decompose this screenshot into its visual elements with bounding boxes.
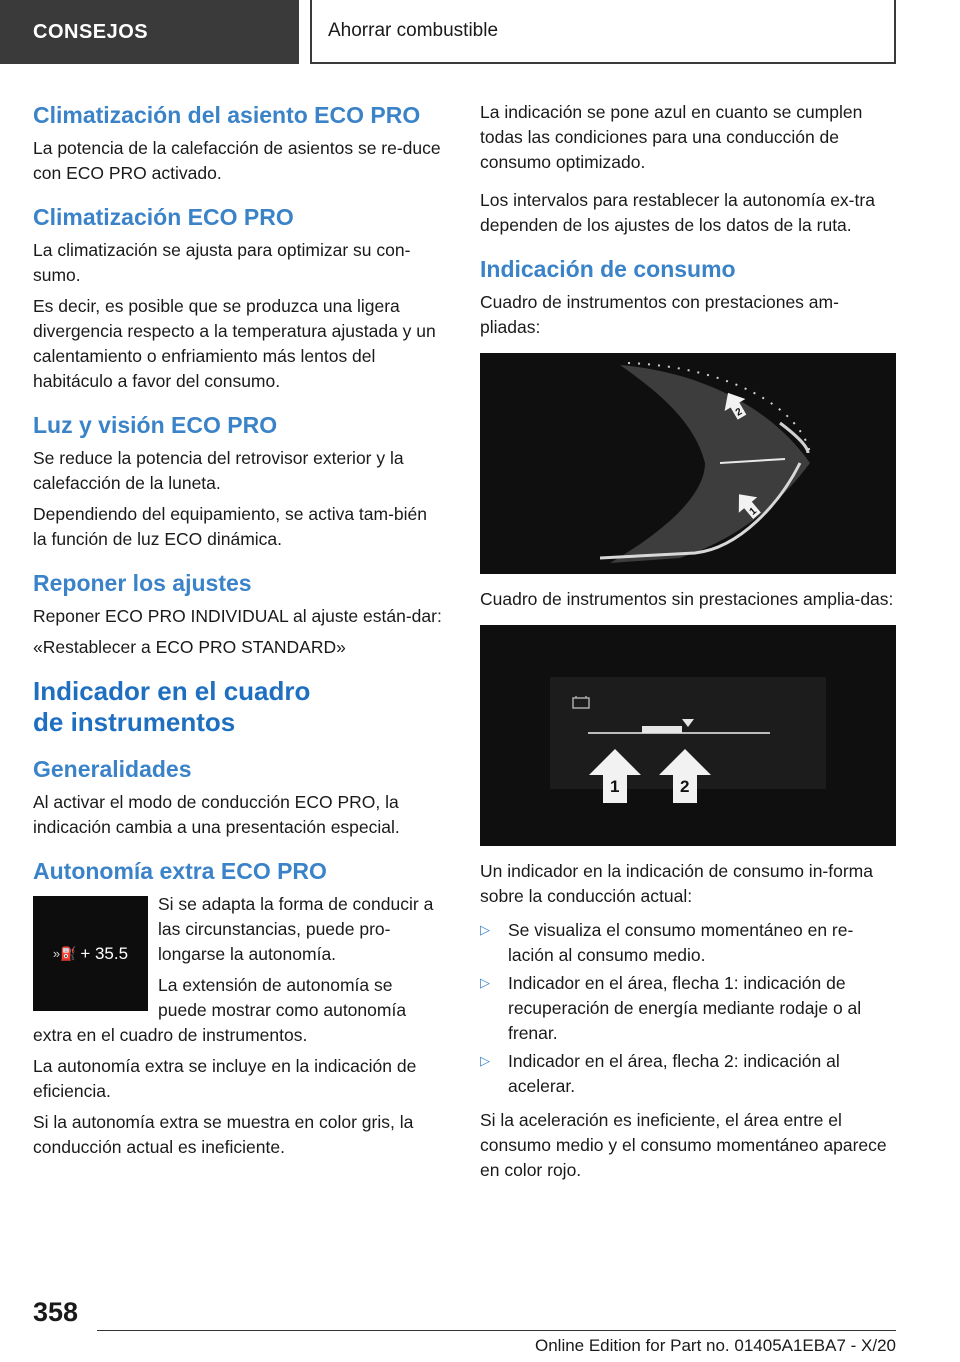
paragraph: La autonomía extra se incluye en la indicación de eficiencia. <box>33 1056 417 1101</box>
bullet-triangle-icon: ▷ <box>480 922 490 937</box>
page-title: Ahorrar combustible <box>328 20 499 41</box>
extra-range-value: + 35.5 <box>80 943 129 963</box>
list-item-text: Se visualiza el consumo momentáneo en re-lación al consumo medio. <box>508 920 854 965</box>
paragraph: Cuadro de instrumentos sin prestaciones amplia-das: <box>480 589 894 609</box>
heading-line: Indicador en el cuadro <box>33 676 311 706</box>
paragraph: Cuadro de instrumentos con prestaciones am-pliadas: <box>480 292 839 337</box>
left-column <box>33 100 443 1160</box>
figure-label: 2 <box>680 777 690 796</box>
paragraph: Al activar el modo de conducción ECO PRO, la indicación cambia a una presentación especial. <box>33 792 400 837</box>
paragraph: La potencia de la calefacción de asientos se re-duce con ECO PRO activado. <box>33 138 441 183</box>
paragraph: Dependiendo del equipamiento, se activa tam-bién la función de luz ECO dinámica. <box>33 504 428 549</box>
figure-label: 2 <box>733 406 745 419</box>
figure-label: 1 <box>610 777 620 796</box>
list-item <box>480 971 896 1046</box>
paragraph: «Restablecer a ECO PRO STANDARD» <box>33 637 346 657</box>
extra-range-block <box>33 892 443 1160</box>
list-item-text: Indicador en el área, flecha 1: indicación de recuperación de energía mediante rodaje o al frenar. <box>508 973 862 1043</box>
section-tab <box>0 0 299 64</box>
paragraph: Se reduce la potencia del retrovisor exterior y la calefacción de la luneta. <box>33 448 404 493</box>
heading-line: de instrumentos <box>33 707 236 737</box>
list-item <box>480 918 896 968</box>
page-number: 358 <box>33 1297 79 1327</box>
bullet-triangle-icon: ▷ <box>480 975 490 990</box>
paragraph: Un indicador en la indicación de consumo in-forma sobre la conducción actual: <box>480 861 873 906</box>
paragraph: Si la aceleración es ineficiente, el área entre el consumo medio y el consumo momentáneo aparece en color rojo. <box>480 1110 887 1180</box>
heading-light-vision: Luz y visión ECO PRO <box>33 412 278 438</box>
heading-seat-climate: Climatización del asiento ECO PRO <box>33 102 421 128</box>
paragraph: La climatización se ajusta para optimizar su con-sumo. <box>33 240 411 285</box>
heading-indicator <box>33 676 443 738</box>
paragraph: Reponer ECO PRO INDIVIDUAL al ajuste están-dar: <box>33 606 442 626</box>
right-column <box>480 100 896 1183</box>
extended-cluster-illustration <box>480 353 896 574</box>
heading-consumption: Indicación de consumo <box>480 256 736 282</box>
paragraph: Si se adapta la forma de conducir a las circunstancias, puede pro-longarse la autonomía. <box>158 894 434 964</box>
paragraph: Los intervalos para restablecer la autonomía ex-tra dependen de los ajustes de los datos de la ruta. <box>480 190 875 235</box>
list-item-text: Indicador en el área, flecha 2: indicación al acelerar. <box>508 1051 840 1096</box>
footer-edition: Online Edition for Part no. 01405A1EBA7 - X/20 <box>534 1336 896 1355</box>
basic-cluster-illustration <box>480 625 896 846</box>
figure-basic-cluster <box>480 625 896 846</box>
paragraph: La extensión de autonomía se puede mostrar como autonomía extra en el cuadro de instrumentos. <box>33 975 407 1045</box>
heading-extra-range: Autonomía extra ECO PRO <box>33 858 327 884</box>
figure-extended-cluster <box>480 353 896 574</box>
paragraph: Si la autonomía extra se muestra en color gris, la conducción actual es ineficiente. <box>33 1112 414 1157</box>
section-label: CONSEJOS <box>33 20 149 43</box>
bullet-triangle-icon: ▷ <box>480 1053 490 1068</box>
footer-divider <box>97 1330 896 1331</box>
fuel-pump-icon: »⛽ <box>52 945 77 961</box>
paragraph: Es decir, es posible que se produzca una ligera divergencia respecto a la temperatura ajustada y un calentamiento o enfriamiento más lentos del habitáculo a favor del consumo. <box>33 296 436 391</box>
heading-climate: Climatización ECO PRO <box>33 204 294 230</box>
list-item <box>480 1049 896 1099</box>
heading-reset: Reponer los ajustes <box>33 570 252 596</box>
extra-range-image <box>33 896 148 1011</box>
paragraph: La indicación se pone azul en cuanto se cumplen todas las condiciones para una conducción de consumo optimizado. <box>480 102 863 172</box>
page-header <box>310 0 896 64</box>
heading-general: Generalidades <box>33 756 192 782</box>
figure-label: 1 <box>747 505 759 518</box>
